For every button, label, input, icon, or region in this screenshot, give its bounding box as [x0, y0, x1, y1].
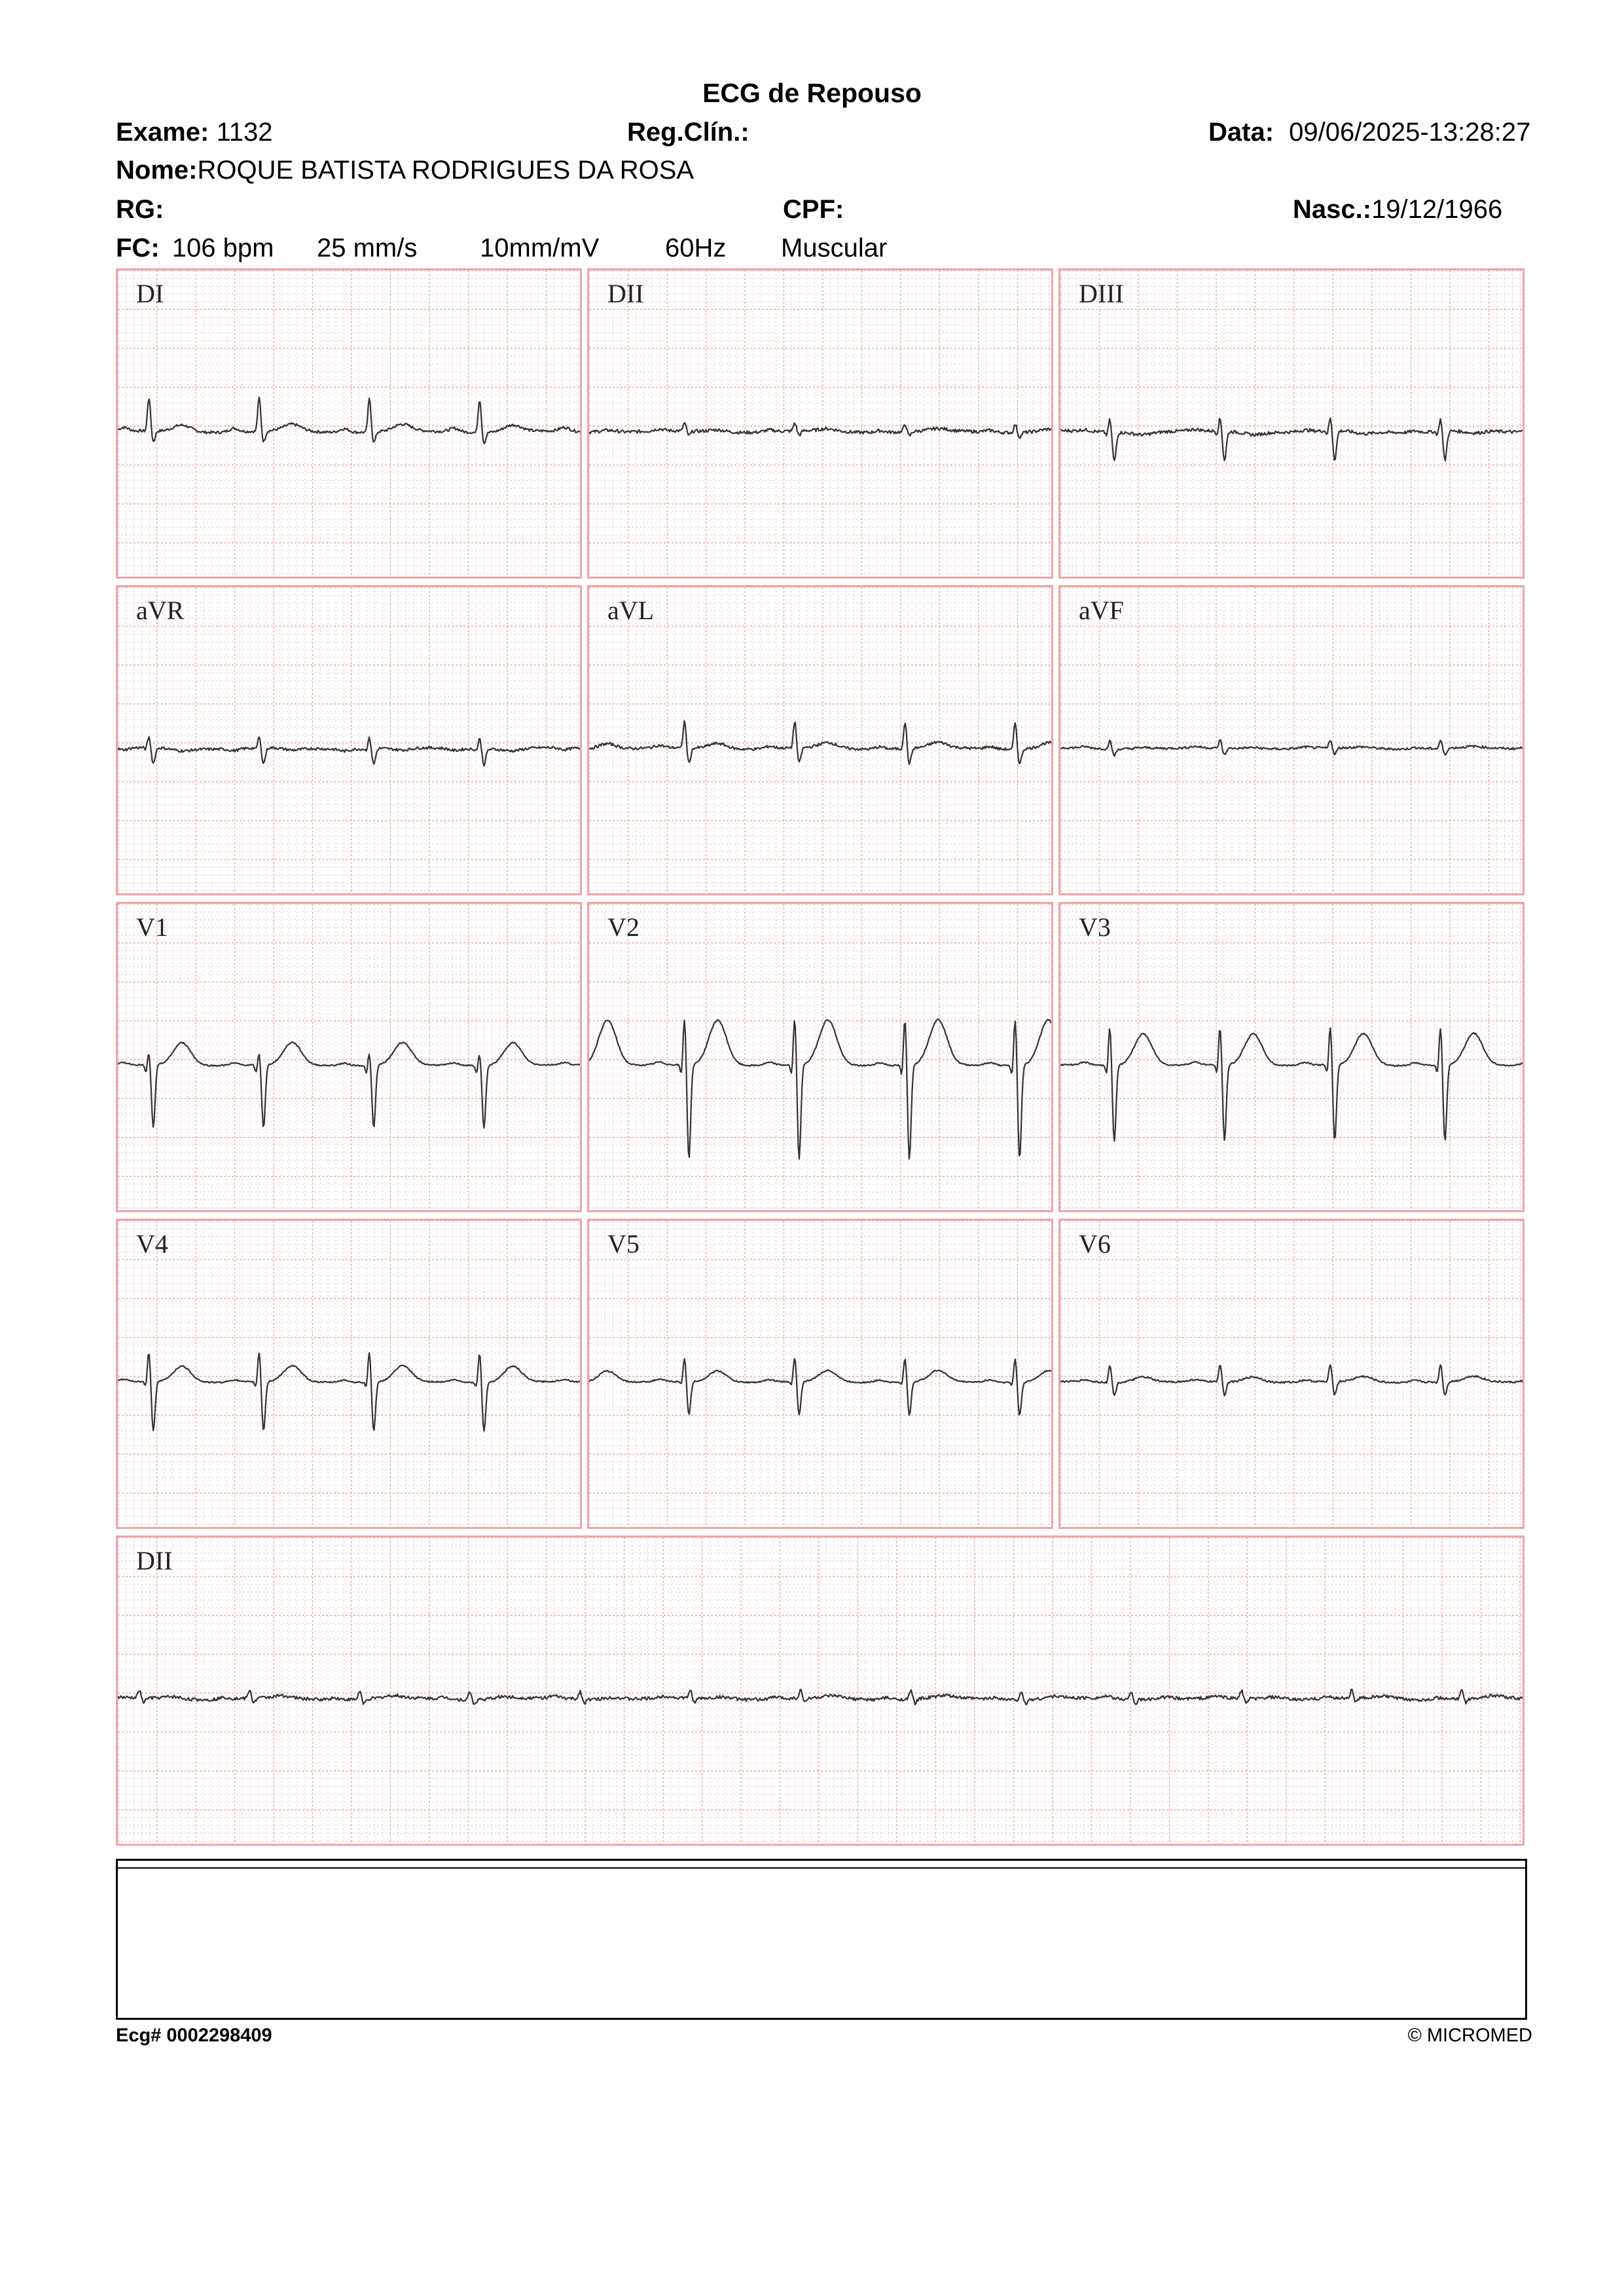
lead-panel-rhythm-dii [116, 1535, 1525, 1846]
grid-major-lines [1060, 587, 1525, 895]
lead-label-di-0: DI [136, 279, 164, 308]
gain-setting: 10mm/mV [480, 234, 600, 262]
lead-panel-v1-6 [116, 902, 582, 1212]
paper-speed: 25 mm/s [317, 234, 418, 262]
muscle-filter: Muscular [781, 234, 888, 262]
rg-field [116, 196, 164, 223]
grid-minor-lines [1060, 1221, 1525, 1529]
date-value: 09/06/2025-13:28:27 [1289, 118, 1531, 147]
date-label: Data: [1208, 118, 1274, 147]
lead-chart-v4-9 [118, 1221, 582, 1529]
lead-chart-diii-2 [1060, 270, 1525, 579]
grid-major-lines [589, 1221, 1053, 1529]
lead-label-v1-6: V1 [136, 912, 168, 942]
line-filter: 60Hz [665, 234, 727, 262]
lead-chart-rhythm-dii [118, 1537, 1525, 1846]
rg-label: RG: [116, 195, 164, 224]
ecg-trace-diii [1060, 418, 1525, 461]
ecg-trace-v3 [1060, 1028, 1525, 1141]
grid-minor-lines [1060, 270, 1525, 579]
exam-field [116, 119, 272, 145]
grid-minor-lines [118, 904, 582, 1212]
lead-label-avr-3: aVR [136, 596, 185, 625]
lead-panel-v4-9 [116, 1219, 582, 1529]
birth-label: Nasc.: [1293, 195, 1372, 224]
birth-field [1293, 196, 1502, 223]
ecg-trace-avf [1060, 740, 1525, 756]
grid-minor-lines [589, 1221, 1053, 1529]
grid-major-lines [1060, 904, 1525, 1212]
ecg-trace-di [118, 397, 582, 444]
lead-chart-v2-7 [589, 904, 1053, 1212]
hr-field [116, 235, 274, 261]
comments-box [116, 1859, 1527, 2020]
lead-panel-v6-11 [1058, 1219, 1525, 1529]
lead-chart-avf-5 [1060, 587, 1525, 895]
grid-major-lines [118, 1537, 1525, 1846]
ecg-trace-v6 [1060, 1365, 1525, 1395]
grid-major-lines [118, 587, 582, 895]
lead-label-v6-11: V6 [1079, 1229, 1111, 1259]
grid-minor-lines [589, 904, 1053, 1212]
lead-chart-v3-8 [1060, 904, 1525, 1212]
lead-panel-avf-5 [1058, 585, 1525, 895]
lead-panel-avr-3 [116, 585, 582, 895]
lead-label-v3-8: V3 [1079, 912, 1111, 942]
grid-minor-lines [589, 270, 1053, 579]
birth-value: 19/12/1966 [1371, 195, 1503, 224]
lead-label-v2-7: V2 [607, 912, 640, 942]
ecg-trace-v1 [118, 1042, 582, 1128]
lead-chart-di-0 [118, 270, 582, 579]
ecg-trace-avr [118, 737, 582, 766]
lead-panel-dii-1 [587, 268, 1053, 579]
grid-minor-lines [118, 1537, 1525, 1846]
grid-major-lines [118, 1221, 582, 1529]
ecg-trace-v5 [589, 1359, 1053, 1415]
cpf-label: CPF: [783, 195, 844, 224]
lead-label-avl-4: aVL [607, 596, 655, 625]
reg-clin-field [627, 119, 749, 145]
date-field [1208, 119, 1530, 145]
lead-chart-avl-4 [589, 587, 1053, 895]
grid-major-lines [589, 270, 1053, 579]
reg-clin-label: Reg.Clín.: [627, 118, 749, 147]
grid-major-lines [118, 904, 582, 1212]
grid-major-lines [1060, 270, 1525, 579]
lead-panel-avl-4 [587, 585, 1053, 895]
grid-major-lines [1060, 1221, 1525, 1529]
lead-chart-avr-3 [118, 587, 582, 895]
hr-label: FC: [116, 234, 160, 262]
lead-chart-dii-1 [589, 270, 1053, 579]
exam-value: 1132 [216, 118, 273, 147]
lead-label-dii-1: DII [607, 279, 644, 308]
lead-panel-diii-2 [1058, 268, 1525, 579]
lead-chart-v6-11 [1060, 1221, 1525, 1529]
grid-minor-lines [118, 587, 582, 895]
lead-chart-v5-10 [589, 1221, 1053, 1529]
report-title: ECG de Repouso [702, 78, 922, 108]
name-value: ROQUE BATISTA RODRIGUES DA ROSA [197, 156, 695, 185]
grid-major-lines [589, 587, 1053, 895]
ecg-trace-dii [589, 423, 1053, 439]
lead-label-avf-5: aVF [1079, 596, 1124, 625]
lead-chart-v1-6 [118, 904, 582, 1212]
hr-value: 106 bpm [171, 234, 274, 262]
grid-minor-lines [1060, 904, 1525, 1212]
ecg-trace-dii [118, 1689, 1525, 1705]
copyright: © MICROMED [1407, 2025, 1532, 2046]
lead-panel-di-0 [116, 268, 582, 579]
lead-panel-v3-8 [1058, 902, 1525, 1212]
grid-minor-lines [1060, 587, 1525, 895]
grid-major-lines [589, 904, 1053, 1212]
grid-minor-lines [118, 1221, 582, 1529]
exam-label: Exame: [116, 118, 209, 147]
lead-label-v4-9: V4 [136, 1229, 168, 1259]
lead-label-diii-2: DIII [1079, 279, 1124, 308]
lead-panel-v2-7 [587, 902, 1053, 1212]
cpf-field [783, 196, 844, 223]
name-field [116, 157, 694, 183]
name-label: Nome: [116, 156, 198, 185]
lead-label-v5-10: V5 [607, 1229, 640, 1259]
lead-label-rhythm-dii: DII [136, 1546, 173, 1575]
ecg-id: Ecg# 0002298409 [116, 2025, 272, 2046]
grid-minor-lines [589, 587, 1053, 895]
lead-panel-v5-10 [587, 1219, 1053, 1529]
